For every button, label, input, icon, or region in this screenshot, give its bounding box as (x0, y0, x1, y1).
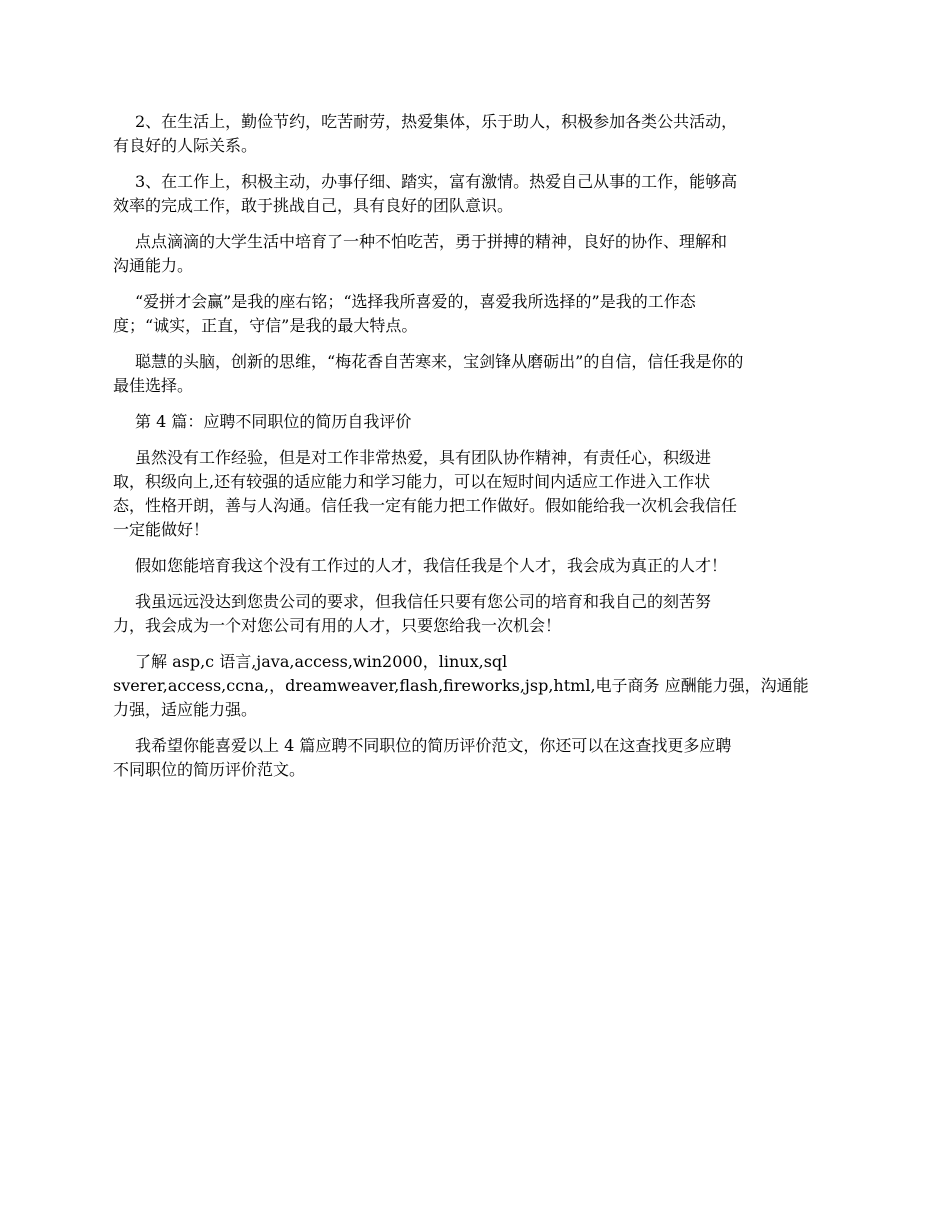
section-heading: 第 4 篇：应聘不同职位的简历自我评价 (135, 412, 412, 431)
paragraph-closing: 我希望你能喜爱以上 4 篇应聘不同职位的简历评价范文，你还可以在这查找更多应聘 不同职位的简历评价范文。 (113, 736, 732, 779)
paragraph-cultivate: 假如您能培育我这个没有工作过的人才，我信任我是个人才，我会成为真正的人才！ (135, 556, 728, 575)
document-body (113, 110, 843, 794)
paragraph-skills: 了解 asp,c 语言,java,access,win2000，linux,sql sverer,access,ccna,，dreamweaver,flash,fireworks,jsp,html,电子商务 应酬能力强，沟通能 力强，适应能力强。 (113, 652, 809, 719)
paragraph-no-experience: 虽然没有工作经验，但是对工作非常热爱，具有团队协作精神，有责任心，积级进 取，积级向上,还有较强的适应能力和学习能力，可以在短时间内适应工作进入工作状 态，性格开朗，善与人沟通。信任我一定有能力把工作做好。假如能给我一次机会我信任 一定能做好！ (113, 448, 738, 539)
paragraph-best-choice: 聪慧的头脑，创新的思维，“梅花香自苦寒来，宝剑锋从磨砺出”的自信，信任我是你的 最佳选择。 (113, 352, 744, 395)
paragraph-requirements: 我虽远远没达到您贵公司的要求，但我信任只要有您公司的培育和我自己的刻苦努 力，我会成为一个对您公司有用的人才，只要您给我一次机会！ (113, 592, 712, 635)
paragraph-work: 3、在工作上，积极主动，办事仔细、踏实，富有激情。热爱自己从事的工作，能够高 效率的完成工作，敢于挑战自己，具有良好的团队意识。 (113, 172, 738, 215)
paragraph-college-life: 点点滴滴的大学生活中培育了一种不怕吃苦，勇于拼搏的精神，良好的协作、理解和 沟通能力。 (113, 232, 728, 275)
paragraph-life: 2、在生活上，勤俭节约，吃苦耐劳，热爱集体，乐于助人，积极参加各类公共活动， 有良好的人际关系。 (113, 112, 738, 155)
paragraph-motto: “爱拼才会赢”是我的座右铭；“选择我所喜爱的，喜爱我所选择的”是我的工作态 度；“诚实，正直，守信”是我的最大特点。 (113, 292, 696, 335)
